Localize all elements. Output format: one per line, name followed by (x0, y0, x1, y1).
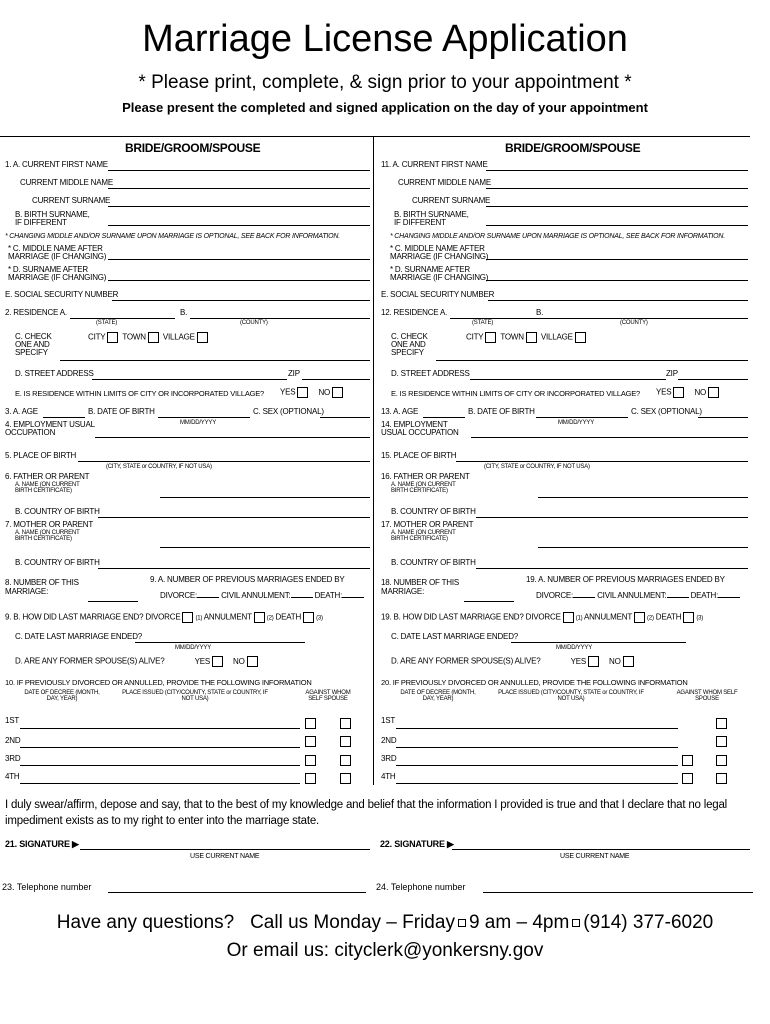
left-column (0, 0, 372, 860)
residence-state-field[interactable] (70, 318, 175, 319)
residence-no-checkbox[interactable] (708, 387, 719, 398)
field-label: B. (180, 308, 188, 317)
field-label: 9. A. NUMBER OF PREVIOUS MARRIAGES ENDED BY (150, 575, 345, 584)
spouse-checkbox-3[interactable] (340, 755, 351, 766)
surname-after-field[interactable] (108, 280, 370, 281)
signature-caption: USE CURRENT NAME (190, 853, 260, 860)
row-label: 1ST (5, 716, 20, 725)
street-address-field[interactable] (92, 379, 287, 380)
zip-field[interactable] (678, 379, 748, 380)
state-caption: (STATE) (96, 320, 118, 326)
field-label: A. NAME (ON CURRENT BIRTH CERTIFICATE) (15, 482, 80, 494)
place-caption: PLACE ISSUED (CITY/COUNTY, STATE or COUNTRY, IF NOT USA) (498, 690, 644, 702)
bullet-square-icon (458, 919, 466, 927)
specify-field[interactable] (60, 360, 370, 361)
spouse-checkbox-4[interactable] (716, 773, 727, 784)
field-label: B. (536, 308, 544, 317)
location-caption: (CITY, STATE or COUNTRY, IF NOT USA) (484, 464, 590, 470)
row-label: 4TH (5, 772, 20, 781)
field-label: 8. NUMBER OF THIS MARRIAGE: (5, 578, 79, 596)
residence-yes-checkbox[interactable] (673, 387, 684, 398)
spouse-checkbox-2[interactable] (716, 736, 727, 747)
self-checkbox-2[interactable] (305, 736, 316, 747)
against-caption: AGAINST WHOM SELF SPOUSE (676, 690, 738, 702)
yes-no: YES NO (280, 387, 345, 401)
street-address-field[interactable] (470, 379, 666, 380)
occupation-field[interactable] (95, 437, 370, 438)
field-label: 20. IF PREVIOUSLY DIVORCED OR ANNULLED, PROVIDE THE FOLLOWING INFORMATION (381, 678, 688, 687)
field-label: CURRENT MIDDLE NAME (398, 178, 491, 187)
right-column (376, 0, 748, 860)
spouse-checkbox-3[interactable] (716, 755, 727, 766)
current-middle-name-field[interactable] (108, 188, 370, 189)
place-of-birth-field[interactable] (78, 461, 370, 462)
ended-divorce-checkbox[interactable] (182, 612, 193, 623)
telephone-24-label: 24. Telephone number (376, 882, 466, 892)
age-field[interactable] (423, 417, 465, 418)
current-surname-field[interactable] (108, 206, 370, 207)
municipality-options: CITY TOWN VILLAGE (88, 332, 210, 346)
field-label: D. STREET ADDRESS (391, 369, 470, 378)
field-label: * D. SURNAME AFTER MARRIAGE (IF CHANGING) (390, 265, 489, 282)
field-label: 7. MOTHER OR PARENT (5, 520, 94, 529)
last-ended-date-field[interactable] (511, 642, 686, 643)
current-first-name-field[interactable] (486, 170, 748, 171)
current-middle-name-field[interactable] (486, 188, 748, 189)
field-label: 3. A. AGE (5, 407, 38, 416)
telephone-23-field[interactable] (108, 892, 366, 893)
spouse-alive-row: D. ARE ANY FORMER SPOUSE(S) ALIVE? YES NO (15, 656, 260, 670)
decree-line-1[interactable] (396, 728, 678, 729)
field-label: B. BIRTH SURNAME, IF DIFFERENT (394, 210, 469, 227)
field-label: 4. EMPLOYMENT USUAL OCCUPATION (5, 420, 95, 437)
ended-by-row: DIVORCE: CIVIL ANNULMENT: DEATH: (160, 591, 364, 605)
phone-number[interactable]: (914) 377-6020 (583, 912, 714, 933)
field-label: C. SEX (OPTIONAL) (253, 407, 324, 416)
row-label: 4TH (381, 772, 396, 781)
location-caption: (CITY, STATE or COUNTRY, IF NOT USA) (106, 464, 212, 470)
date-format: MM/DD/YYYY (556, 645, 593, 651)
decree-line-4[interactable] (20, 783, 300, 784)
field-label: C. DATE LAST MARRIAGE ENDED? (391, 632, 519, 641)
mother-country-field[interactable] (476, 568, 748, 569)
decree-line-4[interactable] (396, 783, 678, 784)
field-label: 11. A. CURRENT FIRST NAME (381, 160, 488, 169)
oath-statement: I duly swear/affirm, depose and say, that to the best of my knowledge and belief that the information I provided is true and that I declare that no legal impediment exists as to my right to enter into the marriage state. (5, 799, 728, 827)
former-spouse-no-checkbox[interactable] (623, 656, 634, 667)
former-spouse-yes-checkbox[interactable] (588, 656, 599, 667)
contact-line: Have any questions? Call us Monday – Friday 9 am – 4pm (914) 377-6020 (56, 912, 714, 933)
former-spouse-yes-checkbox[interactable] (212, 656, 223, 667)
dob-field[interactable] (536, 417, 628, 418)
field-label: E. IS RESIDENCE WITHIN LIMITS OF CITY OR INCORPORATED VILLAGE? (391, 389, 641, 398)
mother-name-field[interactable] (538, 547, 748, 548)
ssn-field[interactable] (112, 300, 370, 301)
city-checkbox[interactable] (485, 332, 496, 343)
ended-by-row: DIVORCE: CIVIL ANNULMENT: DEATH: (536, 591, 740, 605)
town-checkbox[interactable] (526, 332, 537, 343)
county-caption: (COUNTY) (620, 320, 648, 326)
municipality-options: CITY TOWN VILLAGE (466, 332, 588, 346)
birth-surname-field[interactable] (486, 225, 748, 226)
email-line[interactable]: Or email us: cityclerk@yonkersny.gov (226, 940, 544, 961)
field-label: B. COUNTRY OF BIRTH (391, 558, 476, 567)
ssn-field[interactable] (488, 300, 748, 301)
telephone-23-label: 23. Telephone number (2, 882, 92, 892)
field-label: B. COUNTRY OF BIRTH (391, 507, 476, 516)
field-label: 19. A. NUMBER OF PREVIOUS MARRIAGES ENDED BY (526, 575, 725, 584)
optional-note: * CHANGING MIDDLE AND/OR SURNAME UPON MARRIAGE IS OPTIONAL, SEE BACK FOR INFORMATION. (5, 233, 340, 240)
city-checkbox[interactable] (107, 332, 118, 343)
field-label: D. STREET ADDRESS (15, 369, 94, 378)
place-of-birth-field[interactable] (456, 461, 748, 462)
page-title: Marriage License Application (142, 18, 628, 60)
middle-name-after-field[interactable] (486, 259, 748, 260)
self-checkbox-1[interactable] (305, 718, 316, 729)
date-format: MM/DD/YYYY (180, 420, 217, 426)
village-checkbox[interactable] (575, 332, 586, 343)
field-label: 6. FATHER OR PARENT (5, 472, 90, 481)
left-column-heading: BRIDE/GROOM/SPOUSE (125, 141, 261, 155)
field-label: * D. SURNAME AFTER MARRIAGE (IF CHANGING) (8, 265, 107, 282)
how-ended-row: 19. B. HOW DID LAST MARRIAGE END? DIVORCE (1) ANNULMENT (2) DEATH (3) (381, 612, 704, 622)
current-first-name-field[interactable] (108, 170, 370, 171)
decree-line-1[interactable] (20, 728, 300, 729)
signature-22-label: 22. SIGNATURE ▶ (380, 839, 454, 849)
ended-annulment-checkbox[interactable] (254, 612, 265, 623)
decree-caption: DATE OF DECREE (MONTH, DAY, YEAR) (400, 690, 476, 702)
field-label: 12. RESIDENCE A. (381, 308, 448, 317)
signature-21-field[interactable] (80, 849, 370, 850)
spouse-checkbox-2[interactable] (340, 736, 351, 747)
current-surname-field[interactable] (486, 206, 748, 207)
field-label: E. IS RESIDENCE WITHIN LIMITS OF CITY OR INCORPORATED VILLAGE? (15, 389, 265, 398)
residence-state-field[interactable] (450, 318, 550, 319)
date-format: MM/DD/YYYY (558, 420, 595, 426)
field-label: 10. IF PREVIOUSLY DIVORCED OR ANNULLED, PROVIDE THE FOLLOWING INFORMATION (5, 678, 312, 687)
self-checkbox-4[interactable] (682, 773, 693, 784)
self-checkbox-4[interactable] (305, 773, 316, 784)
field-label: C. SEX (OPTIONAL) (631, 407, 702, 416)
instructions-secondary: Please present the completed and signed application on the day of your appointment (122, 100, 648, 115)
decree-caption: DATE OF DECREE (MONTH, DAY, YEAR) (24, 690, 100, 702)
father-country-field[interactable] (98, 517, 370, 518)
field-label: CURRENT MIDDLE NAME (20, 178, 113, 187)
age-field[interactable] (43, 417, 85, 418)
signature-22-field[interactable] (452, 849, 750, 850)
field-label: B. COUNTRY OF BIRTH (15, 507, 100, 516)
decree-line-2[interactable] (396, 747, 678, 748)
field-label: ZIP (288, 369, 300, 378)
village-checkbox[interactable] (197, 332, 208, 343)
field-label: B. COUNTRY OF BIRTH (15, 558, 100, 567)
decree-line-3[interactable] (20, 765, 300, 766)
spouse-alive-row: D. ARE ANY FORMER SPOUSE(S) ALIVE? YES NO (391, 656, 636, 670)
date-format: MM/DD/YYYY (175, 645, 212, 651)
self-checkbox-3[interactable] (305, 755, 316, 766)
row-label: 2ND (5, 736, 21, 745)
spouse-checkbox-1[interactable] (716, 718, 727, 729)
field-label: C. DATE LAST MARRIAGE ENDED? (15, 632, 143, 641)
state-caption: (STATE) (472, 320, 494, 326)
ended-death-checkbox[interactable] (303, 612, 314, 623)
field-label: C. CHECK ONE AND SPECIFY (391, 332, 428, 357)
sex-field[interactable] (698, 417, 748, 418)
ended-annulment-checkbox[interactable] (634, 612, 645, 623)
field-label: 5. PLACE OF BIRTH (5, 451, 77, 460)
field-label: 15. PLACE OF BIRTH (381, 451, 457, 460)
residence-no-checkbox[interactable] (332, 387, 343, 398)
signature-21-label: 21. SIGNATURE ▶ (5, 839, 79, 849)
field-label: B. DATE OF BIRTH (88, 407, 155, 416)
father-country-field[interactable] (476, 517, 748, 518)
town-checkbox[interactable] (148, 332, 159, 343)
surname-after-field[interactable] (486, 280, 748, 281)
last-ended-date-field[interactable] (135, 642, 305, 643)
row-label: 3RD (381, 754, 397, 763)
field-label: 1. A. CURRENT FIRST NAME (5, 160, 108, 169)
field-label: 17. MOTHER OR PARENT (381, 520, 474, 529)
field-label: 16. FATHER OR PARENT (381, 472, 470, 481)
self-checkbox-3[interactable] (682, 755, 693, 766)
field-label: B. DATE OF BIRTH (468, 407, 535, 416)
how-ended-row: 9. B. HOW DID LAST MARRIAGE END? DIVORCE (1) ANNULMENT (2) DEATH (3) (5, 612, 323, 622)
occupation-field[interactable] (471, 437, 748, 438)
field-label: 2. RESIDENCE A. (5, 308, 67, 317)
ended-death-checkbox[interactable] (683, 612, 694, 623)
field-label: 18. NUMBER OF THIS MARRIAGE: (381, 578, 460, 596)
right-column-heading: BRIDE/GROOM/SPOUSE (505, 141, 641, 155)
sex-field[interactable] (320, 417, 370, 418)
field-label: ZIP (666, 369, 678, 378)
field-label: E. SOCIAL SECURITY NUMBER (381, 290, 495, 299)
mother-name-field[interactable] (160, 547, 370, 548)
instructions: * Please print, complete, & sign prior to your appointment * (138, 72, 632, 93)
field-label: CURRENT SURNAME (32, 196, 111, 205)
signature-caption: USE CURRENT NAME (560, 853, 630, 860)
spouse-checkbox-4[interactable] (340, 773, 351, 784)
marriage-number-field[interactable] (464, 601, 514, 602)
field-label: * C. MIDDLE NAME AFTER MARRIAGE (IF CHANGING) (8, 244, 107, 261)
mother-country-field[interactable] (98, 568, 370, 569)
place-caption: PLACE ISSUED (CITY/COUNTY, STATE or COUNTRY, IF NOT USA) (122, 690, 268, 702)
optional-note: * CHANGING MIDDLE AND/OR SURNAME UPON MARRIAGE IS OPTIONAL, SEE BACK FOR INFORMATION. (390, 233, 725, 240)
yes-no: YES NO (656, 387, 721, 401)
spouse-checkbox-1[interactable] (340, 718, 351, 729)
residence-county-field[interactable] (190, 318, 370, 319)
bullet-square-icon (572, 919, 580, 927)
field-label: 14. EMPLOYMENT USUAL OCCUPATION (381, 420, 459, 437)
against-caption: AGAINST WHOM SELF SPOUSE (305, 690, 351, 702)
row-label: 1ST (381, 716, 396, 725)
decree-line-3[interactable] (396, 765, 678, 766)
field-label: * C. MIDDLE NAME AFTER MARRIAGE (IF CHANGING) (390, 244, 489, 261)
field-label: B. BIRTH SURNAME, IF DIFFERENT (15, 210, 90, 227)
telephone-24-field[interactable] (483, 892, 753, 893)
field-label: CURRENT SURNAME (412, 196, 491, 205)
field-label: A. NAME (ON CURRENT BIRTH CERTIFICATE) (391, 482, 456, 494)
row-label: 3RD (5, 754, 21, 763)
ended-divorce-checkbox[interactable] (563, 612, 574, 623)
father-name-field[interactable] (160, 497, 370, 498)
field-label: A. NAME (ON CURRENT BIRTH CERTIFICATE) (391, 530, 456, 542)
row-label: 2ND (381, 736, 397, 745)
decree-line-2[interactable] (20, 747, 300, 748)
dob-field[interactable] (158, 417, 250, 418)
residence-county-field[interactable] (546, 318, 748, 319)
field-label: A. NAME (ON CURRENT BIRTH CERTIFICATE) (15, 530, 80, 542)
birth-surname-field[interactable] (108, 225, 370, 226)
column-divider (373, 137, 374, 785)
former-spouse-no-checkbox[interactable] (247, 656, 258, 667)
residence-yes-checkbox[interactable] (297, 387, 308, 398)
field-label: 13. A. AGE (381, 407, 419, 416)
specify-field[interactable] (436, 360, 748, 361)
middle-name-after-field[interactable] (108, 259, 370, 260)
field-label: C. CHECK ONE AND SPECIFY (15, 332, 52, 357)
marriage-number-field[interactable] (88, 601, 138, 602)
county-caption: (COUNTY) (240, 320, 268, 326)
field-label: E. SOCIAL SECURITY NUMBER (5, 290, 119, 299)
zip-field[interactable] (302, 379, 370, 380)
father-name-field[interactable] (538, 497, 748, 498)
